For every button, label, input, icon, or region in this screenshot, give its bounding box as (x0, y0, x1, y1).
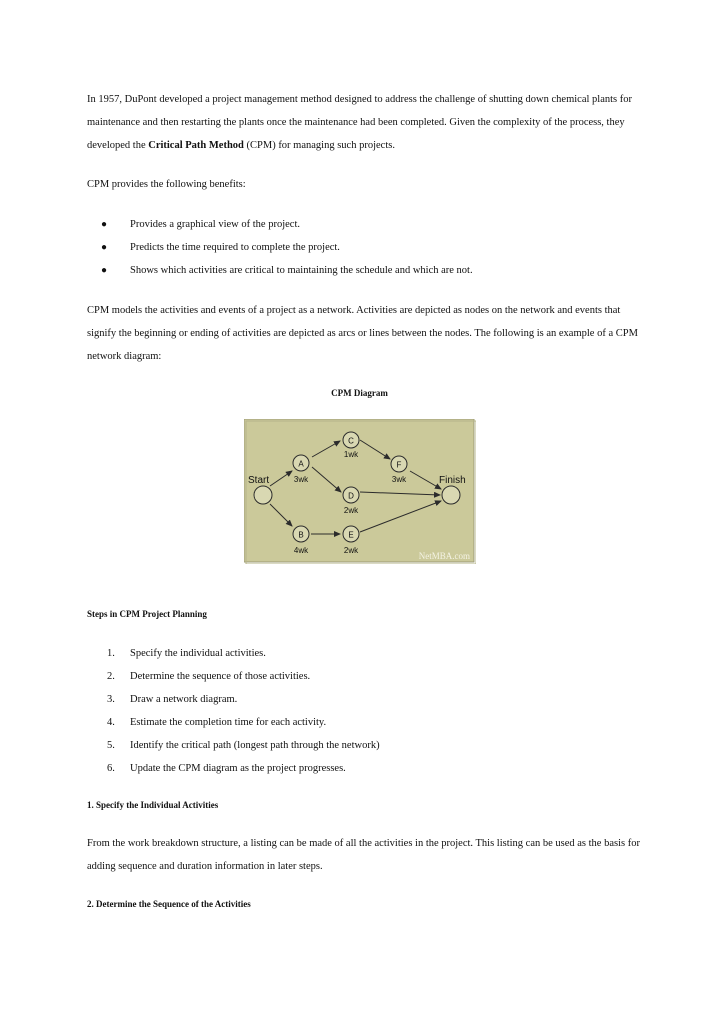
steps-heading: Steps in CPM Project Planning (87, 609, 207, 619)
benefits-intro: CPM provides the following benefits: (87, 179, 246, 190)
node-a-duration: 3wk (293, 475, 309, 484)
intro-text-end: (CPM) for managing such projects. (243, 140, 395, 151)
diagram-caption: CPM Diagram (331, 388, 388, 398)
section1-paragraph: From the work breakdown structure, a listing can be made of all the activities in the project. This listing can be used as the basis for adding sequence and duration information in later steps. (87, 838, 640, 872)
node-f-id: F (396, 460, 402, 470)
section2-heading: 2. Determine the Sequence of the Activities (87, 899, 251, 909)
intro-bold-term: Critical Path Method (148, 140, 244, 151)
node-e-duration: 2wk (343, 546, 359, 555)
node-d-duration: 2wk (343, 506, 359, 515)
node-start (254, 486, 272, 504)
bullet-icon: ● (101, 242, 108, 253)
intro-paragraph (87, 88, 647, 157)
intro-text: In 1957, DuPont developed a project management method designed to address the challenge of shutting down chemical plants for maintenance and then restarting the plants once the maintenance had been completed. Given the complexity of the process, they developed the (87, 94, 632, 151)
node-finish (442, 486, 460, 504)
node-b-duration: 4wk (293, 546, 309, 555)
bullet-icon: ● (101, 219, 108, 230)
cpm-network-diagram (244, 419, 476, 564)
node-f-duration: 3wk (391, 475, 407, 484)
node-d-id: D (348, 491, 354, 501)
section1-heading: 1. Specify the Individual Activities (87, 800, 219, 810)
start-label: Start (248, 475, 270, 486)
network-paragraph: CPM models the activities and events of a project as a network. Activities are depicted as nodes on the network and events that signify the beginning or ending of activities are depicted as arcs or lines between the nodes. The following is an example of a CPM network diagram: (87, 305, 638, 362)
node-c-duration: 1wk (343, 450, 359, 459)
netmba-watermark: NetMBA.com (418, 551, 470, 561)
document-page: In 1957, DuPont developed a project management method designed to address the challenge of shutting down chemical plants for maintenance and then restarting the plants once the maintenance had been completed. Given the complexity of the process, they developed the Critical Path Method (CPM) for managing such projects. CPM provides the following benefits: ● Provides a graphical view of the project. ● Predicts the time required to complete the project. ● Shows which activities are critical to maintaining the schedule and which are not. CPM models the activities and events of a project as a network. Activities are depicted as nodes on the network and events that signify the beginning or ending of activities are depicted as arcs or lines between the nodes. The following is an example of a CPM network diagram: CPM Diagram Start Finish A B C D E F 3wk 4wk 1wk 2wk 2wk 3wk NetMBA.com Steps in CPM Project Planning 1. Specify the individual activities. 2. Determine the sequence of those activities. 3. Draw a network diagram. 4. Estimate the completion time for each activity. 5. Identify the critical path (longest path through the network) 6. Update the CPM diagram as the project progresses. 1. Specify the Individual Activities From the work breakdown structure, a listing can be made of all the activities in the project. This listing can be used as the basis for adding sequence and duration information in later steps. 2. Determine the Sequence of the Activities (0, 0, 719, 1017)
finish-label: Finish (439, 475, 466, 486)
node-c-id: C (348, 436, 354, 446)
bullet-icon: ● (101, 265, 108, 276)
node-b-id: B (298, 530, 304, 540)
node-a-id: A (298, 459, 304, 469)
node-e-id: E (348, 530, 354, 540)
